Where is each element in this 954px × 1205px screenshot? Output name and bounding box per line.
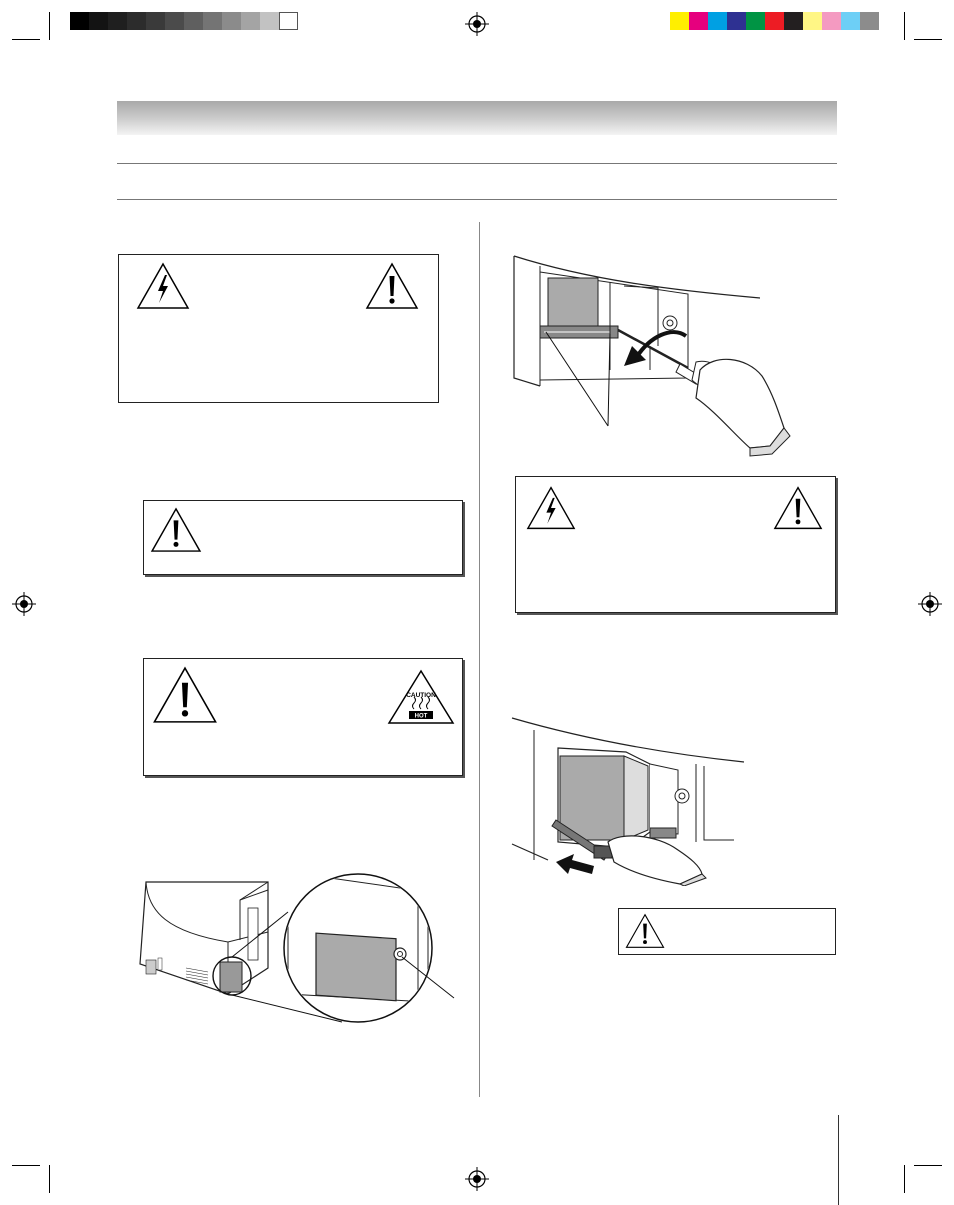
gray-swatch (70, 12, 89, 30)
exclamation-warning-icon (365, 262, 419, 310)
hot-surface-caution-icon (387, 669, 455, 725)
registration-crosshair-icon (918, 592, 942, 616)
color-swatch (822, 12, 841, 30)
color-calibration-strip (670, 12, 879, 30)
hot-caution-top-label: CAUTION (406, 692, 436, 699)
screwdriver-lamp-cover-illustration (500, 250, 800, 460)
gray-swatch (165, 12, 184, 30)
color-swatch (689, 12, 708, 30)
warning-box-shock-hazard-right (515, 476, 836, 613)
header-rule-bottom (117, 199, 837, 200)
hot-caution-bottom-label: HOT (414, 713, 428, 720)
warning-box-hot-surface (143, 658, 463, 776)
lamp-unit-removal-illustration (508, 714, 748, 886)
page-number-rule (838, 1115, 839, 1205)
gray-swatch (146, 12, 165, 30)
registration-crosshair-icon (465, 12, 489, 36)
color-swatch (765, 12, 784, 30)
registration-crosshair-icon (12, 592, 36, 616)
color-swatch (670, 12, 689, 30)
color-swatch (860, 12, 879, 30)
gray-swatch (222, 12, 241, 30)
exclamation-warning-icon (773, 485, 823, 531)
column-divider (479, 222, 480, 1097)
exclamation-warning-icon (152, 665, 218, 725)
gray-swatch (241, 12, 260, 30)
color-swatch (708, 12, 727, 30)
gray-swatch (108, 12, 127, 30)
tv-rear-lamp-cover-illustration (128, 872, 458, 1030)
electric-shock-warning-icon (526, 485, 576, 531)
registration-crosshair-icon (465, 1167, 489, 1191)
header-rule-top (117, 163, 837, 164)
gray-swatch (184, 12, 203, 30)
warning-box-shock-hazard (118, 254, 439, 403)
warning-box-exclamation (143, 500, 463, 575)
page-header-band (117, 101, 837, 135)
gray-swatch (127, 12, 146, 30)
gray-swatch (260, 12, 279, 30)
color-swatch (841, 12, 860, 30)
color-swatch (784, 12, 803, 30)
electric-shock-warning-icon (136, 262, 190, 310)
gray-swatch (279, 12, 298, 30)
gray-swatch (203, 12, 222, 30)
gray-swatch (89, 12, 108, 30)
exclamation-warning-icon (625, 912, 665, 950)
gray-calibration-strip (70, 12, 298, 30)
exclamation-warning-icon (150, 507, 202, 553)
color-swatch (727, 12, 746, 30)
color-swatch (746, 12, 765, 30)
warning-box-small (618, 908, 836, 955)
color-swatch (803, 12, 822, 30)
